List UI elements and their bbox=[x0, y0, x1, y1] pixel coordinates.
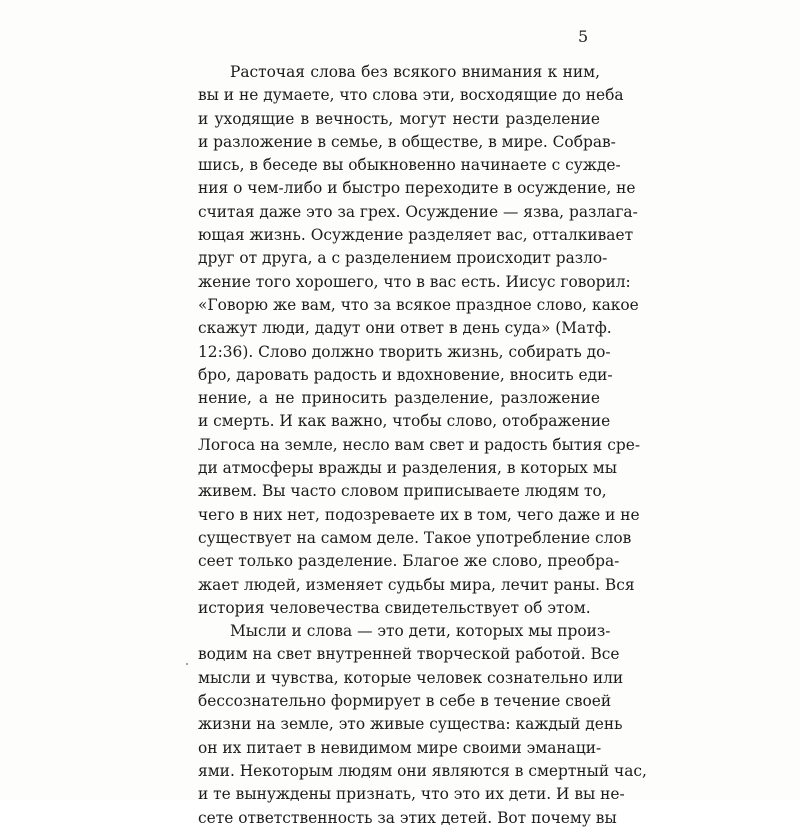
text-line: нение, а не приносить разделение, разложение bbox=[198, 389, 600, 408]
text-line: ющая жизнь. Осуждение разделяет вас, отталкивает bbox=[198, 226, 634, 245]
text-line: 12:36). Слово должно творить жизнь, собирать до- bbox=[198, 342, 611, 361]
text-line: вы и не думаете, что слова эти, восходящие до неба bbox=[198, 86, 624, 105]
text-line: бессознательно формирует в себе в течение своей bbox=[198, 692, 612, 711]
text-line: и те вынуждены признать, что это их дети. И вы не- bbox=[198, 785, 625, 804]
text-line: сеет только разделение. Благое же слово, преобра- bbox=[198, 552, 620, 571]
text-line: история человечества свидетельствует об этом. bbox=[198, 598, 591, 617]
text-line: он их питает в невидимом мире своими эманаци- bbox=[198, 738, 602, 757]
page-number: 5 bbox=[578, 27, 589, 46]
body-text bbox=[198, 61, 647, 830]
text-line: жение того хорошего, что в вас есть. Иисус говорил: bbox=[198, 272, 631, 291]
text-line: ния о чем-либо и быстро переходите в осуждение, не bbox=[198, 179, 636, 198]
text-line: друг от друга, а с разделением происходит разло- bbox=[198, 249, 608, 268]
text-line: бро, даровать радость и вдохновение, вносить еди- bbox=[198, 365, 613, 384]
text-line: жизни на земле, это живые существа: каждый день bbox=[198, 715, 623, 734]
paragraph bbox=[198, 61, 641, 620]
text-line: водим на свет внутренней творческой работой. Все bbox=[198, 645, 620, 664]
text-line: и уходящие в вечность, могут нести разделение bbox=[198, 109, 600, 128]
text-line: сете ответственность за этих детей. Вот почему вы bbox=[198, 808, 617, 827]
text-line: Мысли и слова — это дети, которых мы произ- bbox=[230, 622, 611, 641]
text-line: мысли и чувства, которые человек сознательно или bbox=[198, 668, 624, 687]
text-line: и смерть. И как важно, чтобы слово, отображение bbox=[198, 412, 611, 431]
text-line: шись, в беседе вы обыкновенно начинаете с сужде- bbox=[198, 156, 621, 175]
text-line: скажут люди, дадут они ответ в день суда» (Матф. bbox=[198, 319, 612, 338]
text-line: ди атмосферы вражды и разделения, в которых мы bbox=[198, 459, 617, 478]
text-line: ями. Некоторым людям они являются в смертный час, bbox=[198, 761, 647, 780]
text-line: «Говорю же вам, что за всякое праздное слово, какое bbox=[198, 295, 639, 314]
text-line: и разложение в семье, в обществе, в мире. Собрав- bbox=[198, 132, 616, 151]
text-line: существует на самом деле. Такое употребление слов bbox=[198, 528, 632, 547]
text-line: Логоса на земле, несло вам свет и радость бытия сре- bbox=[198, 435, 641, 454]
text-line: живем. Вы часто словом приписываете людям то, bbox=[198, 482, 607, 501]
text-line: Расточая слова без всякого внимания к ним, bbox=[230, 63, 600, 81]
text-line: чего в них нет, подозреваете их в том, чего даже и не bbox=[198, 505, 640, 524]
text-line: жает людей, изменяет судьбы мира, лечит раны. Вся bbox=[198, 575, 635, 594]
paragraph bbox=[198, 620, 647, 830]
text-line: считая даже это за грех. Осуждение — язва, разлага- bbox=[198, 202, 638, 221]
print-speck bbox=[186, 663, 188, 665]
